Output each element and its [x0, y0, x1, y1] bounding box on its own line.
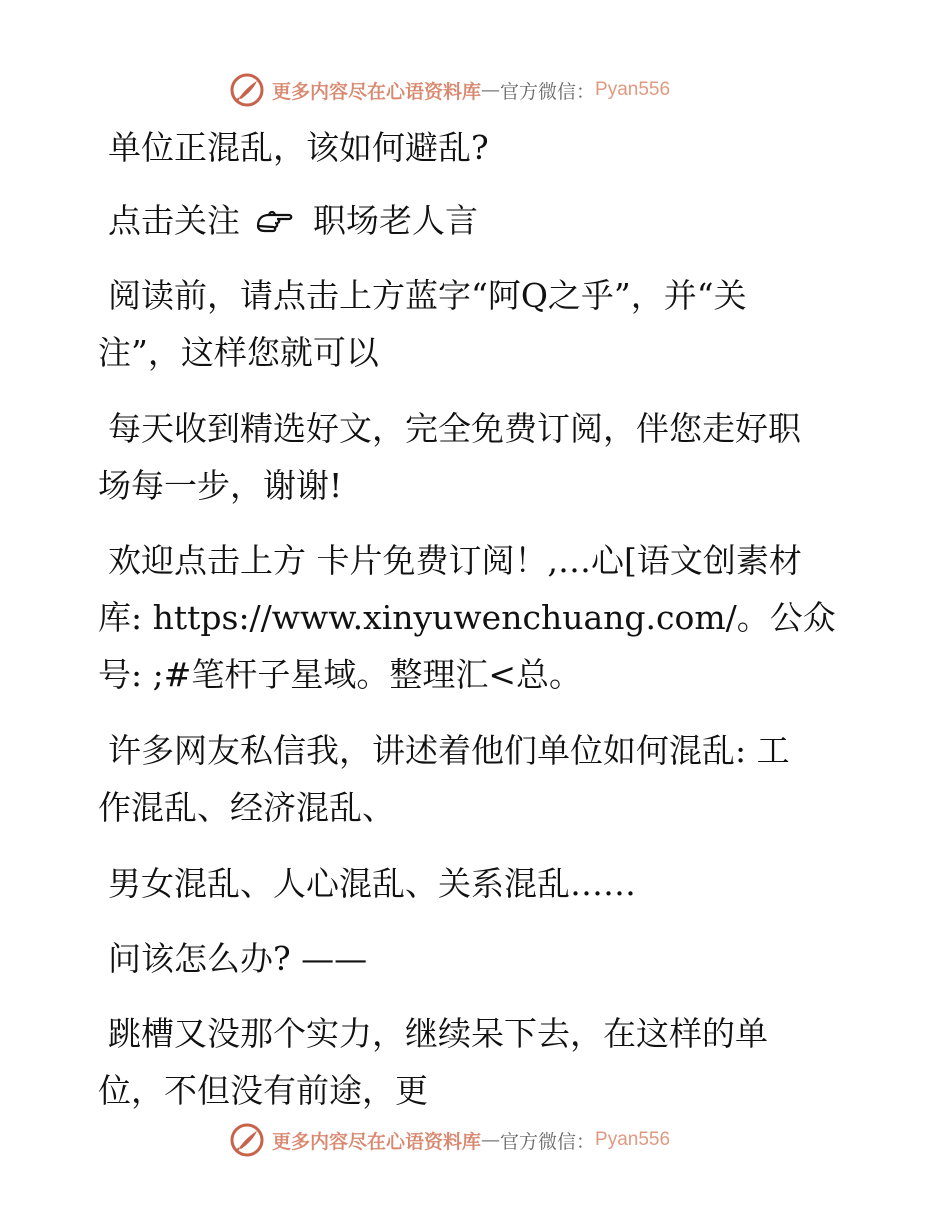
paragraph-line: 欢迎点击上方 卡片免费订阅！,…心[语文创素材	[108, 541, 802, 580]
watermark-wechat-id: Pyan556	[595, 1129, 671, 1150]
paragraph-line: 号: ;#笔杆子星域。整理汇<总。	[98, 655, 583, 694]
paragraph-line: 阅读前，请点击上方蓝字“阿Q之乎”，并“关	[108, 276, 747, 315]
paragraph-line: 位，不但没有前途，更	[98, 1071, 428, 1110]
paragraph-title-line: 单位正混乱，该如何避乱?	[108, 128, 489, 167]
watermark-brand: 更多内容尽在心语资料库	[272, 80, 482, 103]
paragraph-line: 库: https://www.xinyuwenchuang.com/。公众	[98, 598, 836, 637]
account-name-text: 职场老人言	[313, 201, 478, 240]
paragraph-line: 作混乱、经济混乱、	[98, 788, 395, 827]
paragraph-line: 场每一步，谢谢!	[98, 466, 343, 505]
paragraph-follow-line	[108, 201, 478, 241]
watermark-brand: 更多内容尽在心语资料库	[272, 1130, 482, 1153]
paragraph-line: 男女混乱、人心混乱、关系混乱……	[108, 864, 636, 903]
paragraph-line: 问该怎么办? ——	[108, 939, 368, 978]
feather-pen-logo-icon	[230, 1123, 264, 1157]
feather-pen-logo-icon	[230, 73, 264, 107]
footer-watermark	[230, 1120, 750, 1160]
paragraph-line: 许多网友私信我，讲述着他们单位如何混乱: 工	[108, 731, 790, 770]
paragraph-line: 注”，这样您就可以	[98, 333, 379, 372]
pointing-hand-icon	[255, 205, 299, 235]
watermark-label: 官方微信：	[500, 1130, 596, 1153]
watermark-separator: —	[481, 1129, 501, 1151]
header-watermark	[230, 70, 750, 110]
watermark-separator: —	[481, 79, 501, 101]
paragraph-line: 跳槽又没那个实力，继续呆下去，在这样的单	[108, 1014, 768, 1053]
paragraph-line: 每天收到精选好文，完全免费订阅，伴您走好职	[108, 409, 801, 448]
follow-prompt-text: 点击关注	[108, 201, 240, 240]
watermark-wechat-id: Pyan556	[595, 79, 671, 100]
watermark-label: 官方微信：	[500, 80, 596, 103]
